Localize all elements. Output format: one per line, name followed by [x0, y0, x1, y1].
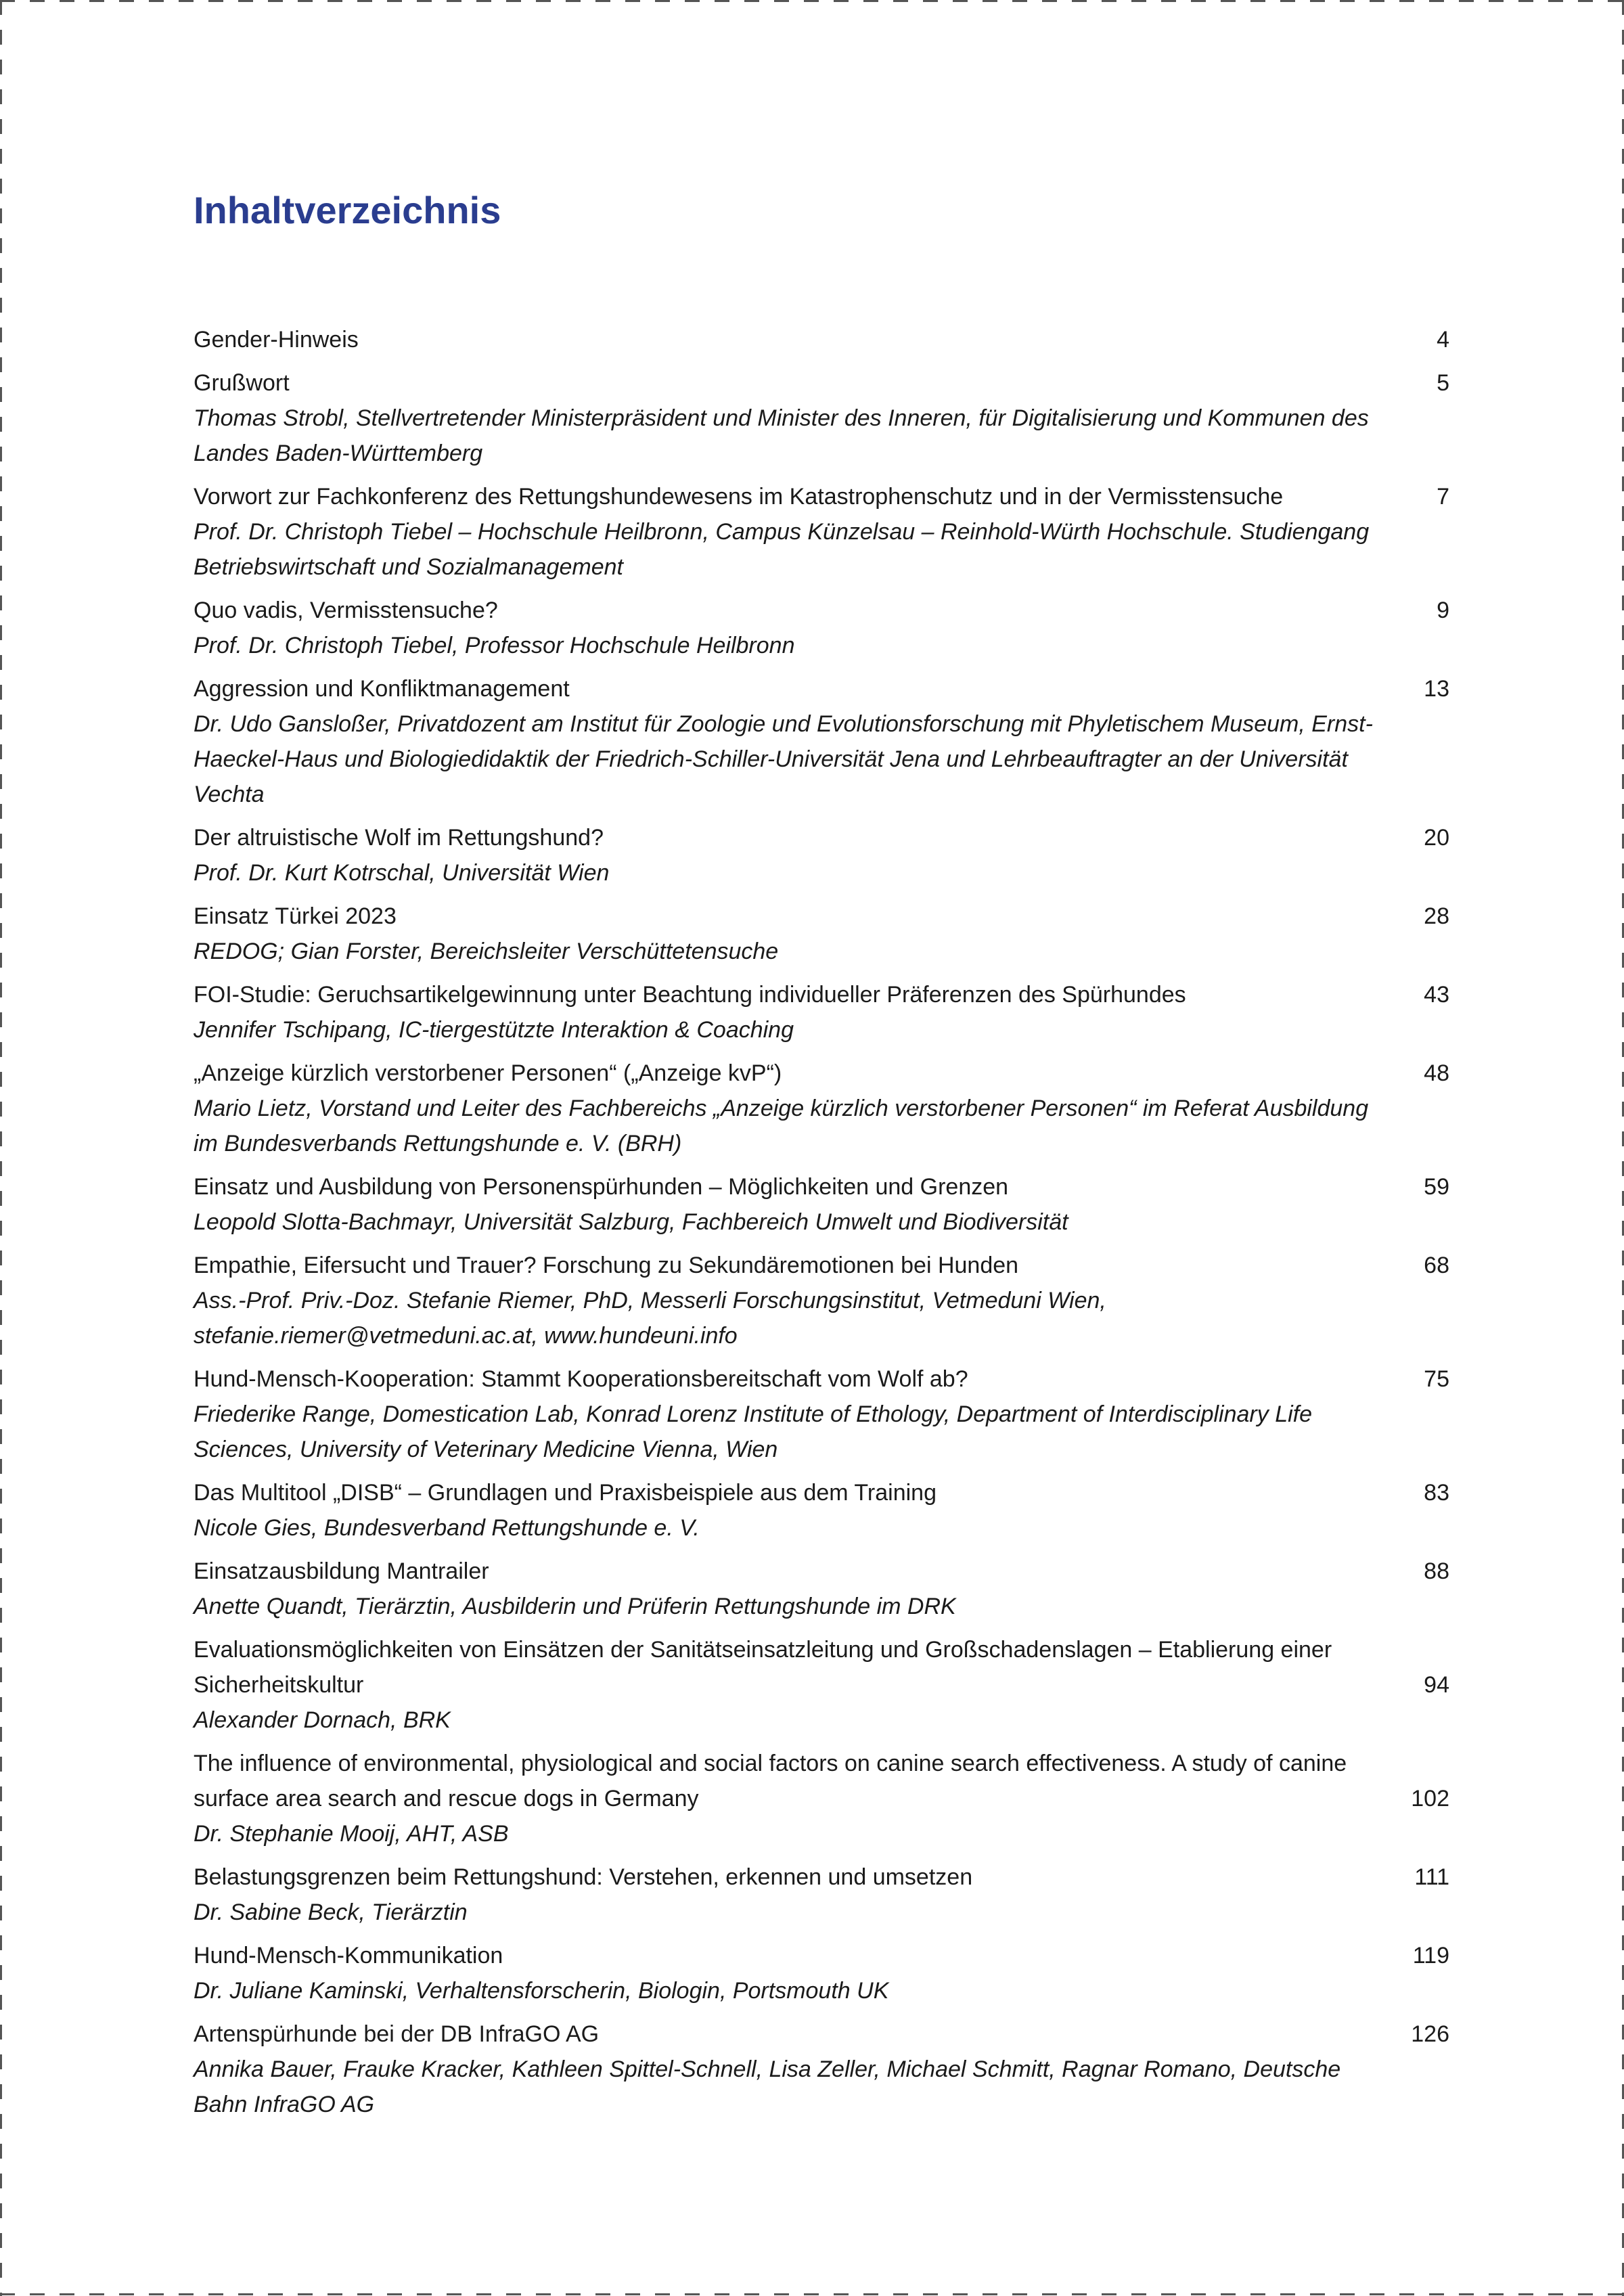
toc-entry — [194, 1632, 1449, 1738]
entry-page-number: 9 — [1437, 598, 1449, 623]
entry-page-number: 88 — [1424, 1558, 1449, 1584]
entry-title: Gender-Hinweis — [194, 327, 359, 353]
toc-entry — [194, 1056, 1449, 1161]
toc-entry — [194, 365, 1449, 471]
entry-title: Hund-Mensch-Kommunikation — [194, 1943, 503, 1968]
toc-entry — [194, 479, 1449, 585]
page-title: Inhaltverzeichnis — [194, 189, 501, 231]
entry-title: Artenspürhunde bei der DB InfraGO AG — [194, 2021, 600, 2047]
entry-page-number: 75 — [1424, 1366, 1449, 1392]
entry-page-number: 94 — [1424, 1672, 1449, 1698]
entry-author: Leopold Slotta-Bachmayr, Universität Salzburg, Fachbereich Umwelt und Biodiversität — [194, 1209, 1068, 1235]
entry-author: Dr. Udo Gansloßer, Privatdozent am Institut für Zoologie und Evolutionsforschung mit Phyletischem Museum, Ernst-Haeckel-Haus und Biologiedidaktik der Friedrich-Schiller-Universität Jena und Lehrbeauftragter an der Universität Vechta — [194, 711, 1373, 807]
entry-author: Thomas Strobl, Stellvertretender Ministerpräsident und Minister des Inneren, für Digitalisierung und Kommunen des Landes Baden-Württemberg — [194, 405, 1369, 466]
entry-title: Das Multitool „DISB“ – Grundlagen und Praxisbeispiele aus dem Training — [194, 1480, 937, 1506]
toc-entry — [194, 1475, 1449, 1546]
entry-title: Evaluationsmöglichkeiten von Einsätzen der Sanitätseinsatzleitung und Großschadenslagen – Etablierung einer Sicherheitskultur — [194, 1637, 1332, 1698]
entry-title: Einsatzausbildung Mantrailer — [194, 1558, 489, 1584]
entry-page-number: 5 — [1437, 370, 1449, 396]
entry-title: Vorwort zur Fachkonferenz des Rettungshundewesens im Katastrophenschutz und in der Vermisstensuche — [194, 484, 1284, 510]
entry-page-number: 43 — [1424, 982, 1449, 1008]
toc-entry — [194, 1169, 1449, 1240]
crop-border-bottom — [0, 2293, 1624, 2295]
entry-page-number: 111 — [1414, 1864, 1449, 1890]
entry-page-number: 83 — [1424, 1480, 1449, 1506]
entry-page-number: 7 — [1437, 484, 1449, 510]
entry-title: Der altruistische Wolf im Rettungshund? — [194, 825, 604, 851]
entry-title: Hund-Mensch-Kooperation: Stammt Kooperationsbereitschaft vom Wolf ab? — [194, 1366, 968, 1392]
entry-author: Dr. Juliane Kaminski, Verhaltensforscherin, Biologin, Portsmouth UK — [194, 1978, 889, 2004]
entry-title: Einsatz Türkei 2023 — [194, 903, 397, 929]
toc-entry — [194, 671, 1449, 812]
entry-title: Einsatz und Ausbildung von Personenspürhunden – Möglichkeiten und Grenzen — [194, 1174, 1009, 1200]
entry-title: Grußwort — [194, 370, 290, 396]
toc-entry — [194, 977, 1449, 1048]
entry-page-number: 4 — [1437, 327, 1449, 353]
entry-page-number: 119 — [1412, 1943, 1449, 1968]
entry-title: Aggression und Konfliktmanagement — [194, 676, 570, 702]
crop-border-top — [0, 0, 1624, 2]
entry-title: Quo vadis, Vermisstensuche? — [194, 598, 498, 623]
entry-page-number: 68 — [1424, 1253, 1449, 1278]
entry-author: Anette Quandt, Tierärztin, Ausbilderin und Prüferin Rettungshunde im DRK — [194, 1594, 956, 1619]
entry-author: Prof. Dr. Christoph Tiebel, Professor Hochschule Heilbronn — [194, 633, 795, 658]
entry-author: Dr. Stephanie Mooij, AHT, ASB — [194, 1821, 509, 1847]
toc-entry — [194, 322, 1449, 357]
toc-entry — [194, 593, 1449, 663]
entry-author: Mario Lietz, Vorstand und Leiter des Fachbereichs „Anzeige kürzlich verstorbener Personen“ im Referat Ausbildung im Bundesverbands Rettungshunde e. V. (BRH) — [194, 1096, 1369, 1156]
toc-entry — [194, 2017, 1449, 2122]
entry-page-number: 28 — [1424, 903, 1449, 929]
entry-author: Ass.-Prof. Priv.-Doz. Stefanie Riemer, PhD, Messerli Forschungsinstitut, Vetmeduni Wien, stefanie.riemer@vetmeduni.ac.at, www.hundeuni.info — [194, 1288, 1106, 1349]
toc-entry — [194, 1938, 1449, 2008]
entry-author: REDOG; Gian Forster, Bereichsleiter Verschüttetensuche — [194, 939, 779, 964]
entry-author: Alexander Dornach, BRK — [194, 1707, 451, 1733]
toc-entry — [194, 1860, 1449, 1930]
entry-page-number: 13 — [1424, 676, 1449, 702]
entry-page-number: 59 — [1424, 1174, 1449, 1200]
toc-entry — [194, 1746, 1449, 1851]
entry-author: Prof. Dr. Kurt Kotrschal, Universität Wien — [194, 860, 610, 886]
entry-title: FOI-Studie: Geruchsartikelgewinnung unter Beachtung individueller Präferenzen des Spürhundes — [194, 982, 1186, 1008]
toc-entry — [194, 820, 1449, 891]
entry-author: Jennifer Tschipang, IC-tiergestützte Interaktion & Coaching — [194, 1017, 794, 1043]
toc-entry — [194, 1361, 1449, 1467]
entry-page-number: 20 — [1424, 825, 1449, 851]
entry-author: Annika Bauer, Frauke Kracker, Kathleen Spittel-Schnell, Lisa Zeller, Michael Schmitt, Ragnar Romano, Deutsche Bahn InfraGO AG — [194, 2056, 1341, 2117]
crop-border-left — [0, 0, 2, 2296]
entry-title: The influence of environmental, physiological and social factors on canine search effectiveness. A study of canine surface area search and rescue dogs in Germany — [194, 1751, 1347, 1811]
entry-author: Nicole Gies, Bundesverband Rettungshunde e. V. — [194, 1515, 700, 1541]
entry-page-number: 48 — [1424, 1060, 1449, 1086]
entry-author: Dr. Sabine Beck, Tierärztin — [194, 1899, 468, 1925]
toc-entry — [194, 1248, 1449, 1353]
entry-title: Belastungsgrenzen beim Rettungshund: Verstehen, erkennen und umsetzen — [194, 1864, 973, 1890]
entry-title: Empathie, Eifersucht und Trauer? Forschung zu Sekundäremotionen bei Hunden — [194, 1253, 1019, 1278]
entry-page-number: 126 — [1411, 2021, 1449, 2047]
toc-entry — [194, 899, 1449, 969]
table-of-contents — [194, 322, 1449, 2130]
entry-author: Prof. Dr. Christoph Tiebel – Hochschule Heilbronn, Campus Künzelsau – Reinhold-Würth Hochschule. Studiengang Betriebswirtschaft und Sozialmanagement — [194, 519, 1370, 580]
entry-title: „Anzeige kürzlich verstorbener Personen“ („Anzeige kvP“) — [194, 1060, 782, 1086]
entry-author: Friederike Range, Domestication Lab, Konrad Lorenz Institute of Ethology, Department of Interdisciplinary Life Sciences, University of Veterinary Medicine Vienna, Wien — [194, 1401, 1313, 1462]
toc-entry — [194, 1554, 1449, 1624]
entry-page-number: 102 — [1411, 1786, 1449, 1811]
